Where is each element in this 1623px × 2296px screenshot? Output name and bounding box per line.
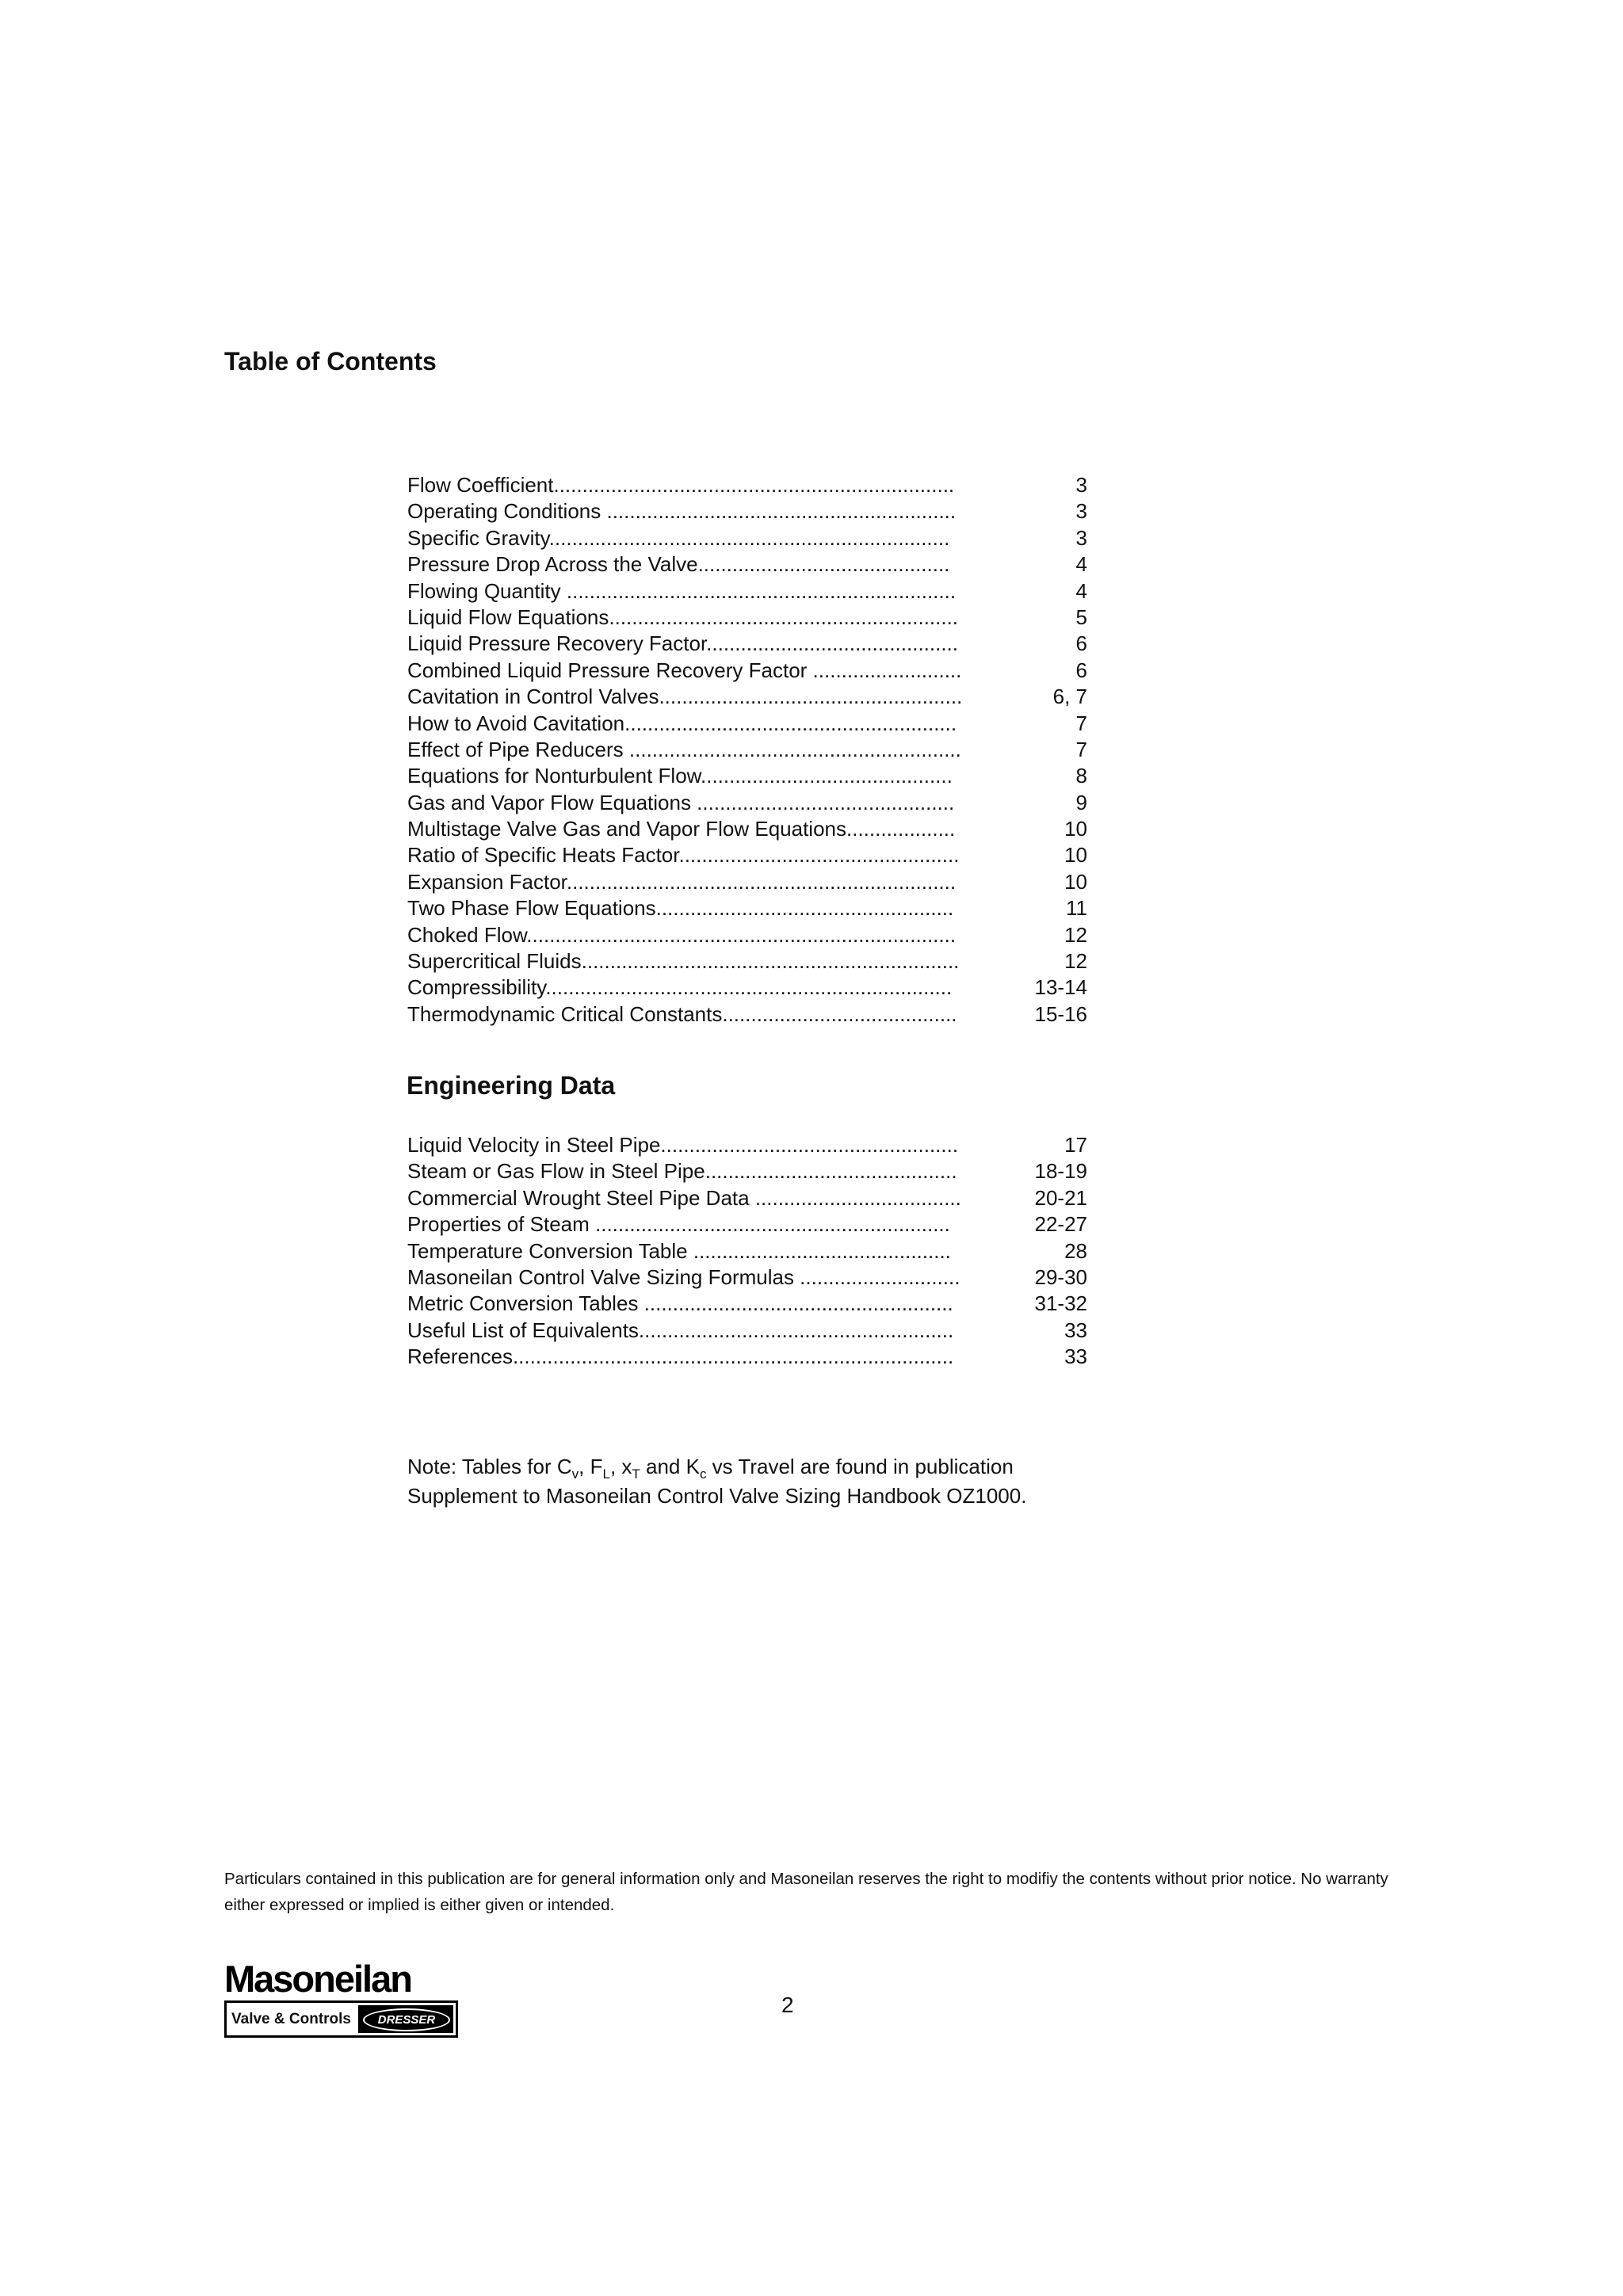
toc-entry (407, 631, 1087, 657)
toc-entry (407, 763, 1087, 789)
dresser-badge (358, 2005, 453, 2033)
travel-tables-note (407, 1452, 1121, 1511)
toc-entry-label: Liquid Velocity in Steel Pipe.................................................... (407, 1133, 959, 1157)
toc-entry-page: 33 (1064, 1344, 1087, 1369)
toc-entry-page: 15-16 (1034, 1001, 1087, 1026)
toc-entry (407, 737, 1087, 763)
toc-entry-label: Commercial Wrought Steel Pipe Data .................................... (407, 1185, 961, 1210)
toc-entry-page: 11 (1066, 896, 1087, 921)
note-subscript: c (699, 1466, 707, 1482)
engineering-data-title: Engineering Data (407, 1071, 616, 1100)
toc-entry-label: Combined Liquid Pressure Recovery Factor .......................... (407, 658, 962, 682)
toc-entry (407, 922, 1087, 948)
toc-entry-page: 28 (1064, 1238, 1087, 1263)
toc-entry-page: 29-30 (1034, 1264, 1087, 1289)
toc-entry (407, 1158, 1087, 1184)
toc-list (407, 472, 1087, 1028)
toc-entry-label: References............................................................................. (407, 1344, 954, 1369)
toc-entry (407, 1344, 1087, 1370)
note-text: vs Travel are found in publication (706, 1455, 1014, 1478)
toc-entry-page: 4 (1075, 552, 1087, 577)
toc-entry-label: Operating Conditions ............................................................. (407, 499, 957, 524)
disclaimer: Particulars contained in this publication are for general information only and Masoneilan reserves the right to modifiy the contents without prior notice. No warranty either expressed or implied is either given or intended. (224, 1870, 1388, 1914)
toc-entry-page: 5 (1075, 605, 1087, 629)
toc-entry-page: 12 (1064, 922, 1087, 947)
toc-entry-page: 13-14 (1034, 975, 1087, 1000)
note-text: Supplement to Masoneilan Control Valve Sizing Handbook OZ1000. (407, 1484, 1027, 1508)
toc-entry (407, 1318, 1087, 1344)
toc-entry (407, 472, 1087, 498)
toc-entry-page: 10 (1064, 869, 1087, 894)
toc-entry (407, 1001, 1087, 1028)
toc-entry (407, 684, 1087, 710)
toc-entry-label: Compressibility....................................................................... (407, 975, 953, 1000)
toc-entry (407, 551, 1087, 578)
toc-entry-page: 7 (1075, 737, 1087, 761)
toc-entry-page: 3 (1075, 473, 1087, 497)
toc-entry-label: How to Avoid Cavitation.......................................................... (407, 711, 957, 735)
toc-entry-label: Masoneilan Control Valve Sizing Formulas ............................ (407, 1264, 960, 1289)
toc-entry (407, 1132, 1087, 1158)
toc-entry-page: 4 (1075, 578, 1087, 603)
toc-entry-page: 17 (1064, 1133, 1087, 1157)
page-number: 2 (781, 1993, 794, 2017)
toc-entry-page: 12 (1064, 949, 1087, 974)
toc-entry (407, 974, 1087, 1001)
toc-entry-label: Metric Conversion Tables ...................................................... (407, 1291, 953, 1316)
toc-entry-page: 6 (1075, 658, 1087, 682)
note-text: and K (640, 1455, 700, 1478)
toc-entry (407, 790, 1087, 816)
toc-entry (407, 1264, 1087, 1291)
toc-entry-label: Specific Gravity...................................................................... (407, 525, 950, 550)
toc-entry-label: Supercritical Fluids.................................................................. (407, 949, 960, 974)
toc-entry-page: 8 (1075, 764, 1087, 788)
toc-entry-label: Multistage Valve Gas and Vapor Flow Equations................... (407, 817, 956, 841)
note-text: Note: Tables for C (407, 1455, 572, 1478)
toc-title: Table of Contents (224, 347, 437, 376)
toc-entry-label: Expansion Factor.................................................................... (407, 869, 957, 894)
note-text: , x (609, 1455, 632, 1478)
toc-entry-page: 3 (1075, 499, 1087, 524)
toc-entry (407, 816, 1087, 842)
toc-entry-page: 10 (1064, 817, 1087, 841)
toc-entry-label: Properties of Steam .............................................................. (407, 1212, 950, 1237)
toc-entry-page: 10 (1064, 843, 1087, 868)
toc-entry (407, 1211, 1087, 1238)
toc-entry (407, 525, 1087, 551)
masoneilan-logo (224, 1958, 458, 2036)
dresser-oval: DRESSER (363, 2008, 450, 2031)
toc-entry-label: Thermodynamic Critical Constants......................................... (407, 1001, 957, 1026)
toc-entry-page: 6, 7 (1052, 685, 1087, 709)
toc-entry (407, 842, 1087, 868)
toc-entry-page: 9 (1075, 790, 1087, 814)
toc-entry-page: 20-21 (1034, 1185, 1087, 1210)
toc-entry-label: Choked Flow........................................................................... (407, 922, 957, 947)
toc-entry-label: Two Phase Flow Equations.................................................... (407, 896, 954, 921)
toc-entry (407, 498, 1087, 524)
toc-entry-page: 7 (1075, 711, 1087, 735)
note-text: , F (579, 1455, 603, 1478)
note-subscript: T (632, 1466, 640, 1482)
toc-entry-label: Temperature Conversion Table ............................................. (407, 1238, 951, 1263)
toc-entry (407, 948, 1087, 974)
toc-entry (407, 1185, 1087, 1211)
toc-entry-label: Liquid Flow Equations............................................................. (407, 605, 959, 629)
toc-entry-page: 6 (1075, 631, 1087, 656)
toc-entry-label: Steam or Gas Flow in Steel Pipe............................................ (407, 1159, 957, 1184)
toc-entry-label: Effect of Pipe Reducers .......................................................... (407, 737, 961, 761)
toc-entry-label: Ratio of Specific Heats Factor................................................. (407, 843, 960, 868)
toc-entry (407, 1238, 1087, 1264)
toc-entry-label: Useful List of Equivalents....................................................... (407, 1318, 954, 1342)
toc-entry-page: 3 (1075, 525, 1087, 550)
engineering-data-list (407, 1132, 1087, 1371)
logo-wordmark: Masoneilan (224, 1958, 411, 2000)
toc-entry (407, 1291, 1087, 1317)
toc-entry (407, 658, 1087, 684)
toc-entry (407, 711, 1087, 737)
toc-entry-label: Pressure Drop Across the Valve............................................ (407, 552, 950, 577)
toc-entry-label: Liquid Pressure Recovery Factor............................................ (407, 631, 959, 656)
toc-entry (407, 578, 1087, 605)
toc-entry-page: 33 (1064, 1318, 1087, 1342)
logo-tagline-box (224, 2000, 458, 2038)
note-subscript: v (571, 1466, 579, 1482)
toc-entry-label: Gas and Vapor Flow Equations ............................................. (407, 790, 955, 814)
note-subscript: L (602, 1466, 610, 1482)
toc-entry-label: Equations for Nonturbulent Flow............................................ (407, 764, 953, 788)
toc-entry-label: Flowing Quantity .................................................................... (407, 578, 957, 603)
toc-entry-page: 22-27 (1034, 1212, 1087, 1237)
toc-entry-label: Cavitation in Control Valves..................................................... (407, 685, 963, 709)
toc-entry (407, 605, 1087, 631)
toc-entry (407, 895, 1087, 921)
logo-tagline: Valve & Controls (231, 2011, 351, 2027)
toc-entry-label: Flow Coefficient...................................................................... (407, 473, 955, 497)
toc-entry (407, 869, 1087, 895)
toc-entry-page: 31-32 (1034, 1291, 1087, 1316)
toc-entry-page: 18-19 (1034, 1159, 1087, 1184)
